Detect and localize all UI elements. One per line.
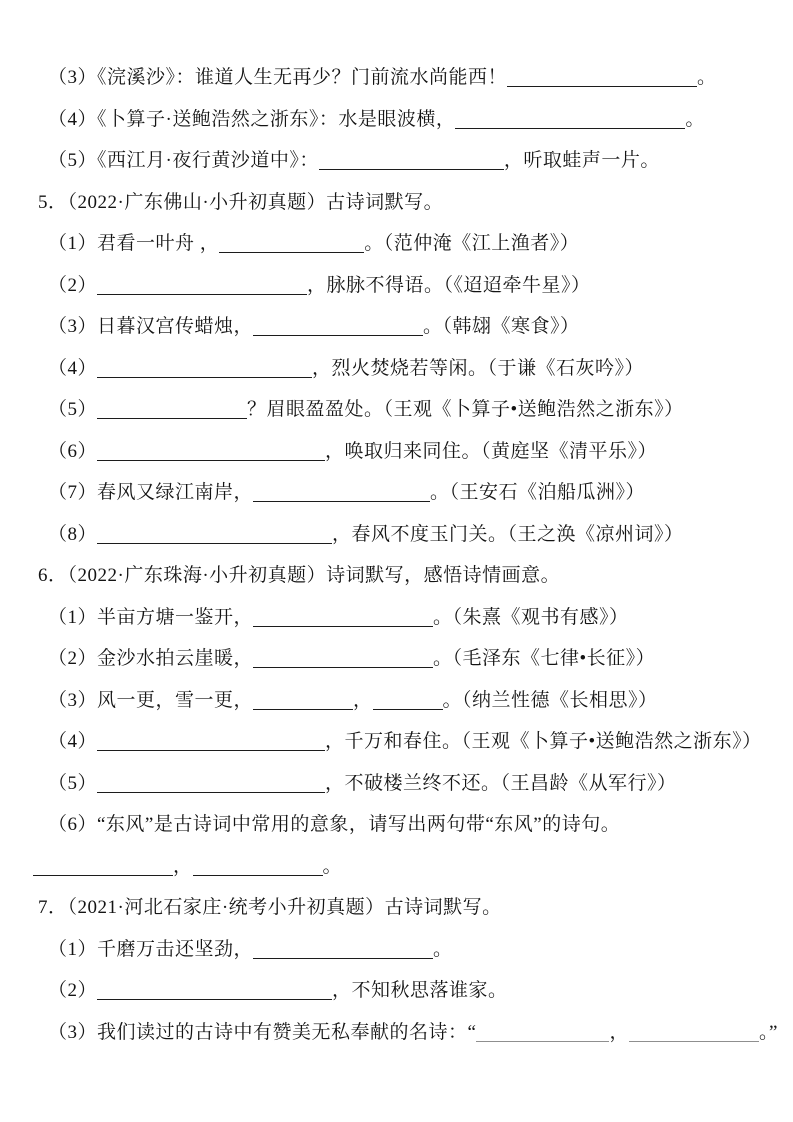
question-row-q5-4 <box>0 348 793 390</box>
question-text: 6．（2022·广东珠海·小升初真题）诗词默写，感悟诗情画意。 <box>38 565 561 586</box>
question-text: ， <box>609 1021 629 1043</box>
question-text: ，唤取归来同住。（黄庭坚《清平乐》） <box>325 440 658 462</box>
answer-blank[interactable] <box>507 85 697 87</box>
question-row-q7-1 <box>0 929 793 971</box>
question-row-q6 <box>0 555 793 597</box>
question-row-q5-3 <box>0 306 793 348</box>
question-row-q5-1 <box>0 223 793 265</box>
question-text: ？眉眼盈盈处。（王观《卜算子•送鲍浩然之浙东》） <box>247 399 684 420</box>
question-text: （5） <box>48 772 98 794</box>
answer-blank[interactable] <box>193 874 323 876</box>
question-text: ，春风不度玉门关。（王之涣《凉州词》） <box>332 523 684 545</box>
question-row-q6-3 <box>0 680 793 722</box>
question-text: 。（纳兰性德《长相思》） <box>442 689 658 711</box>
question-row-q7-2 <box>0 970 793 1012</box>
question-text: （3）日暮汉宫传蜡烛， <box>48 316 254 337</box>
answer-blank[interactable] <box>253 625 433 627</box>
answer-blank[interactable] <box>219 251 364 253</box>
question-text: 。 <box>685 108 705 130</box>
question-text: （2） <box>48 980 98 1001</box>
answer-blank[interactable] <box>253 334 423 336</box>
question-row-q5-8 <box>0 514 793 556</box>
answer-blank[interactable] <box>33 874 173 876</box>
question-row-q5-6 <box>0 431 793 473</box>
question-text: （3）《浣溪沙》：谁道人生无再少？门前流水尚能西！ <box>48 67 508 88</box>
question-text: （6）“东风”是古诗词中常用的意象，请写出两句带“东风”的诗句。 <box>48 814 621 835</box>
question-row-q4-5 <box>0 140 793 182</box>
question-text: （2） <box>48 274 98 296</box>
question-text: （6） <box>48 440 98 462</box>
question-row-q7-3 <box>0 1012 793 1054</box>
question-text: （4） <box>48 731 98 752</box>
question-row-q6-4 <box>0 721 793 763</box>
question-text: 。（王安石《泊船瓜洲》） <box>430 482 646 503</box>
answer-blank[interactable] <box>97 417 247 419</box>
answer-blank[interactable] <box>97 749 325 751</box>
answer-blank[interactable] <box>373 708 443 710</box>
question-text: （5） <box>48 399 98 420</box>
question-text: ，不知秋思落谁家。 <box>332 980 508 1001</box>
question-text: 。（朱熹《观书有感》） <box>433 606 629 628</box>
question-text: ，不破楼兰终不还。（王昌龄《从军行》） <box>325 772 677 794</box>
question-text: （8） <box>48 523 98 545</box>
answer-blank[interactable] <box>455 127 685 129</box>
question-text: ， <box>353 689 373 711</box>
answer-blank[interactable] <box>319 168 504 170</box>
question-text: （2）金沙水拍云崖暖， <box>48 648 254 669</box>
answer-blank[interactable] <box>97 293 307 295</box>
answer-blank[interactable] <box>97 542 332 544</box>
question-text: ，烈火焚烧若等闲。（于谦《石灰吟》） <box>312 357 645 379</box>
question-row-q6-6-answer-line <box>0 846 793 888</box>
answer-blank[interactable] <box>476 1040 609 1042</box>
question-row-q4-3 <box>0 57 793 99</box>
question-text: （4） <box>48 357 98 379</box>
question-text: 。（范仲淹《江上渔者》） <box>364 233 580 254</box>
question-row-q5-5 <box>0 389 793 431</box>
answer-blank[interactable] <box>253 957 433 959</box>
question-text: 。 <box>322 855 343 877</box>
question-row-q5 <box>0 182 793 224</box>
answer-blank[interactable] <box>253 708 353 710</box>
question-text: ，听取蛙声一片。 <box>503 150 660 171</box>
question-text: （5）《西江月·夜行黄沙道中》： <box>48 150 319 171</box>
answer-blank[interactable] <box>629 1040 759 1042</box>
question-text: （3）风一更，雪一更， <box>48 689 254 711</box>
question-text: ，脉脉不得语。（《迢迢牵牛星》） <box>307 274 591 296</box>
answer-blank[interactable] <box>253 500 430 502</box>
question-text: ，千万和春住。（王观《卜算子•送鲍浩然之浙东》） <box>325 731 762 752</box>
question-row-q6-1 <box>0 597 793 639</box>
question-row-q6-5 <box>0 763 793 805</box>
question-row-q7 <box>0 887 793 929</box>
question-text: 。” <box>758 1021 778 1043</box>
question-text: 7．（2021·河北石家庄·统考小升初真题）古诗词默写。 <box>38 897 502 918</box>
answer-blank[interactable] <box>97 459 325 461</box>
question-text: 。 <box>433 938 453 960</box>
question-text: （1）半亩方塘一鉴开， <box>48 606 254 628</box>
question-row-q6-2 <box>0 638 793 680</box>
question-text: 5．（2022·广东佛山·小升初真题）古诗词默写。 <box>38 191 444 213</box>
question-row-q5-7 <box>0 472 793 514</box>
question-text: （7）春风又绿江南岸， <box>48 482 254 503</box>
question-text: 。 <box>697 67 717 88</box>
question-row-q4-4 <box>0 99 793 141</box>
question-text: （4）《卜算子·送鲍浩然之浙东》：水是眼波横， <box>48 108 456 130</box>
question-text: （1）君看一叶舟 ， <box>48 233 220 254</box>
question-text: 。（韩翃《寒食》） <box>423 316 580 337</box>
question-text: ， <box>173 855 193 877</box>
question-text: 。（毛泽东《七律•长征》） <box>433 648 656 669</box>
question-row-q6-6 <box>0 804 793 846</box>
question-row-q5-2 <box>0 265 793 307</box>
answer-blank[interactable] <box>97 791 325 793</box>
question-text: （3）我们读过的古诗中有赞美无私奉献的名诗：“ <box>48 1021 477 1043</box>
answer-blank[interactable] <box>97 998 332 1000</box>
answer-blank[interactable] <box>97 376 312 378</box>
question-text: （1）千磨万击还坚劲， <box>48 938 254 960</box>
answer-blank[interactable] <box>253 666 433 668</box>
